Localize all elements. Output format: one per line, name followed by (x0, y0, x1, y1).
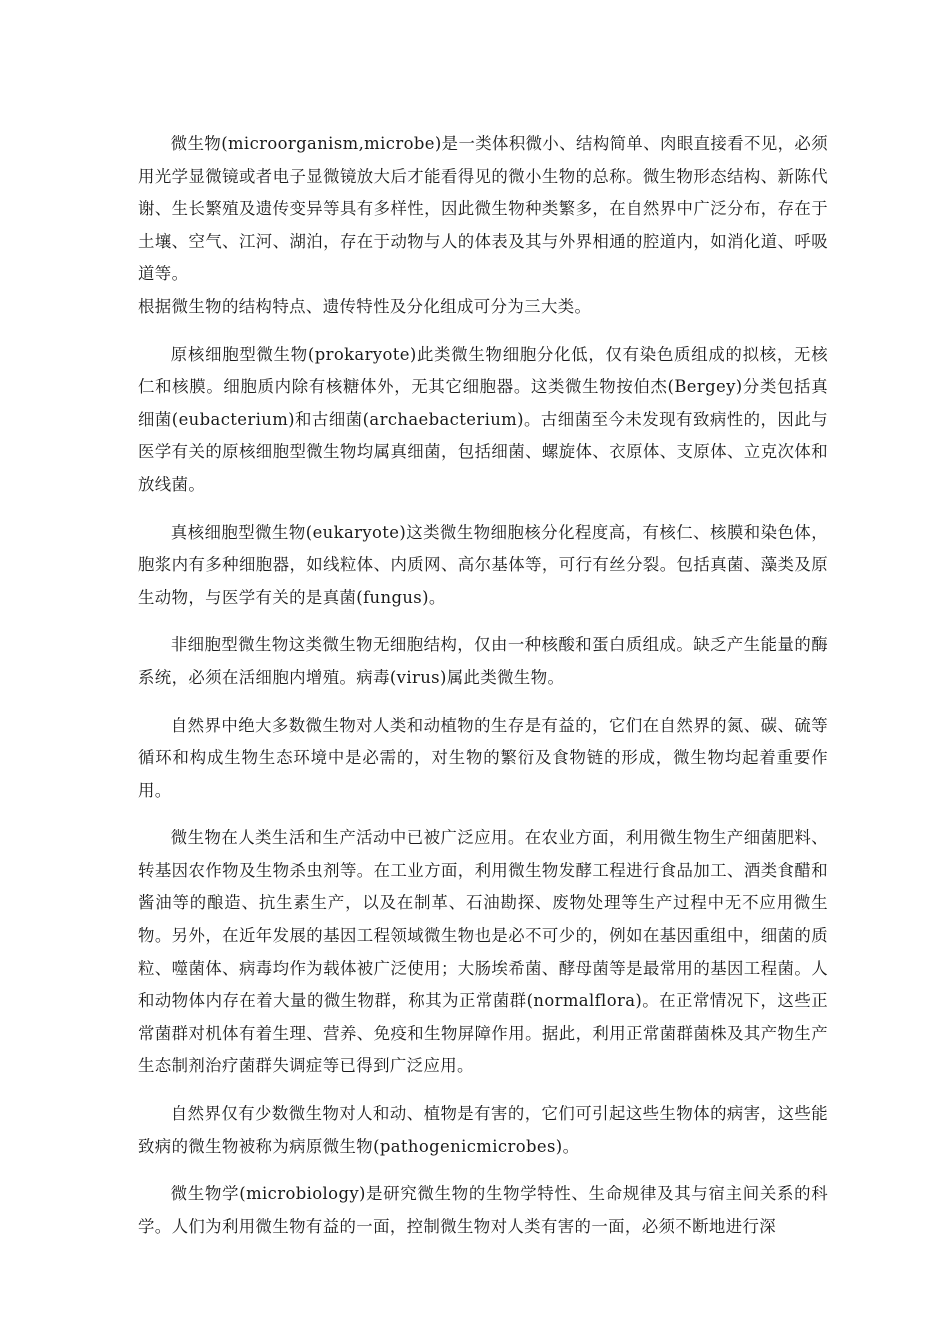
paragraph-beneficial: 自然界中绝大多数微生物对人类和动植物的生存是有益的，它们在自然界的氮、碳、硫等循环和构成生物生态环境中是必需的，对生物的繁衍及食物链的形成，微生物均起着重要作用。 (138, 715, 828, 800)
paragraph-prokaryote: 原核细胞型微生物(prokaryote)此类微生物细胞分化低，仅有染色质组成的拟核，无核仁和核膜。细胞质内除有核糖体外，无其它细胞器。这类微生物按伯杰(Bergey)分类包括真细菌(eubacterium)和古细菌(archaebacterium)。古细菌至今未发现有致病性的，因此与医学有关的原核细胞型微生物均属真细菌，包括细菌、螺旋体、衣原体、支原体、立克次体和放线菌。 (138, 344, 828, 494)
document-body (138, 128, 828, 1258)
paragraph-pathogenic: 自然界仅有少数微生物对人和动、植物是有害的，它们可引起这些生物体的病害，这些能致病的微生物被称为病原微生物(pathogenicmicrobes)。 (138, 1104, 828, 1156)
paragraph-eukaryote: 真核细胞型微生物(eukaryote)这类微生物细胞核分化程度高，有核仁、核膜和染色体，胞浆内有多种细胞器，如线粒体、内质网、高尔基体等，可行有丝分裂。包括真菌、藻类及原生动物，与医学有关的是真菌(fungus)。 (138, 522, 828, 607)
paragraph-acellular: 非细胞型微生物这类微生物无细胞结构，仅由一种核酸和蛋白质组成。缺乏产生能量的酶系统，必须在活细胞内增殖。病毒(virus)属此类微生物。 (138, 635, 828, 687)
paragraph-microbe-definition: 微生物(microorganism,microbe)是一类体积微小、结构简单、肉眼直接看不见，必须用光学显微镜或者电子显微镜放大后才能看得见的微小生物的总称。微生物形态结构、新陈代谢、生长繁殖及遗传变异等具有多样性，因此微生物种类繁多，在自然界中广泛分布，存在于土壤、空气、江河、湖泊，存在于动物与人的体表及其与外界相通的腔道内，如消化道、呼吸道等。 (138, 134, 828, 284)
paragraph-applications: 微生物在人类生活和生产活动中已被广泛应用。在农业方面，利用微生物生产细菌肥料、转基因农作物及生物杀虫剂等。在工业方面，利用微生物发酵工程进行食品加工、酒类食醋和酱油等的酿造、抗生素生产，以及在制革、石油勘探、废物处理等生产过程中无不应用微生物。另外，在近年发展的基因工程领域微生物也是必不可少的，例如在基因重组中，细菌的质粒、噬菌体、病毒均作为载体被广泛使用；大肠埃希菌、酵母菌等是最常用的基因工程菌。人和动物体内存在着大量的微生物群，称其为正常菌群(normalflora)。在正常情况下，这些正常菌群对机体有着生理、营养、免疫和生物屏障作用。据此，利用正常菌群菌株及其产物生产生态制剂治疗菌群失调症等已得到广泛应用。 (138, 828, 828, 1076)
paragraph-classification-intro: 根据微生物的结构特点、遗传特性及分化组成可分为三大类。 (138, 296, 592, 316)
paragraph-microbiology: 微生物学(microbiology)是研究微生物的生物学特性、生命规律及其与宿主间关系的科学。人们为利用微生物有益的一面，控制微生物对人类有害的一面，必须不断地进行深 (138, 1184, 828, 1236)
